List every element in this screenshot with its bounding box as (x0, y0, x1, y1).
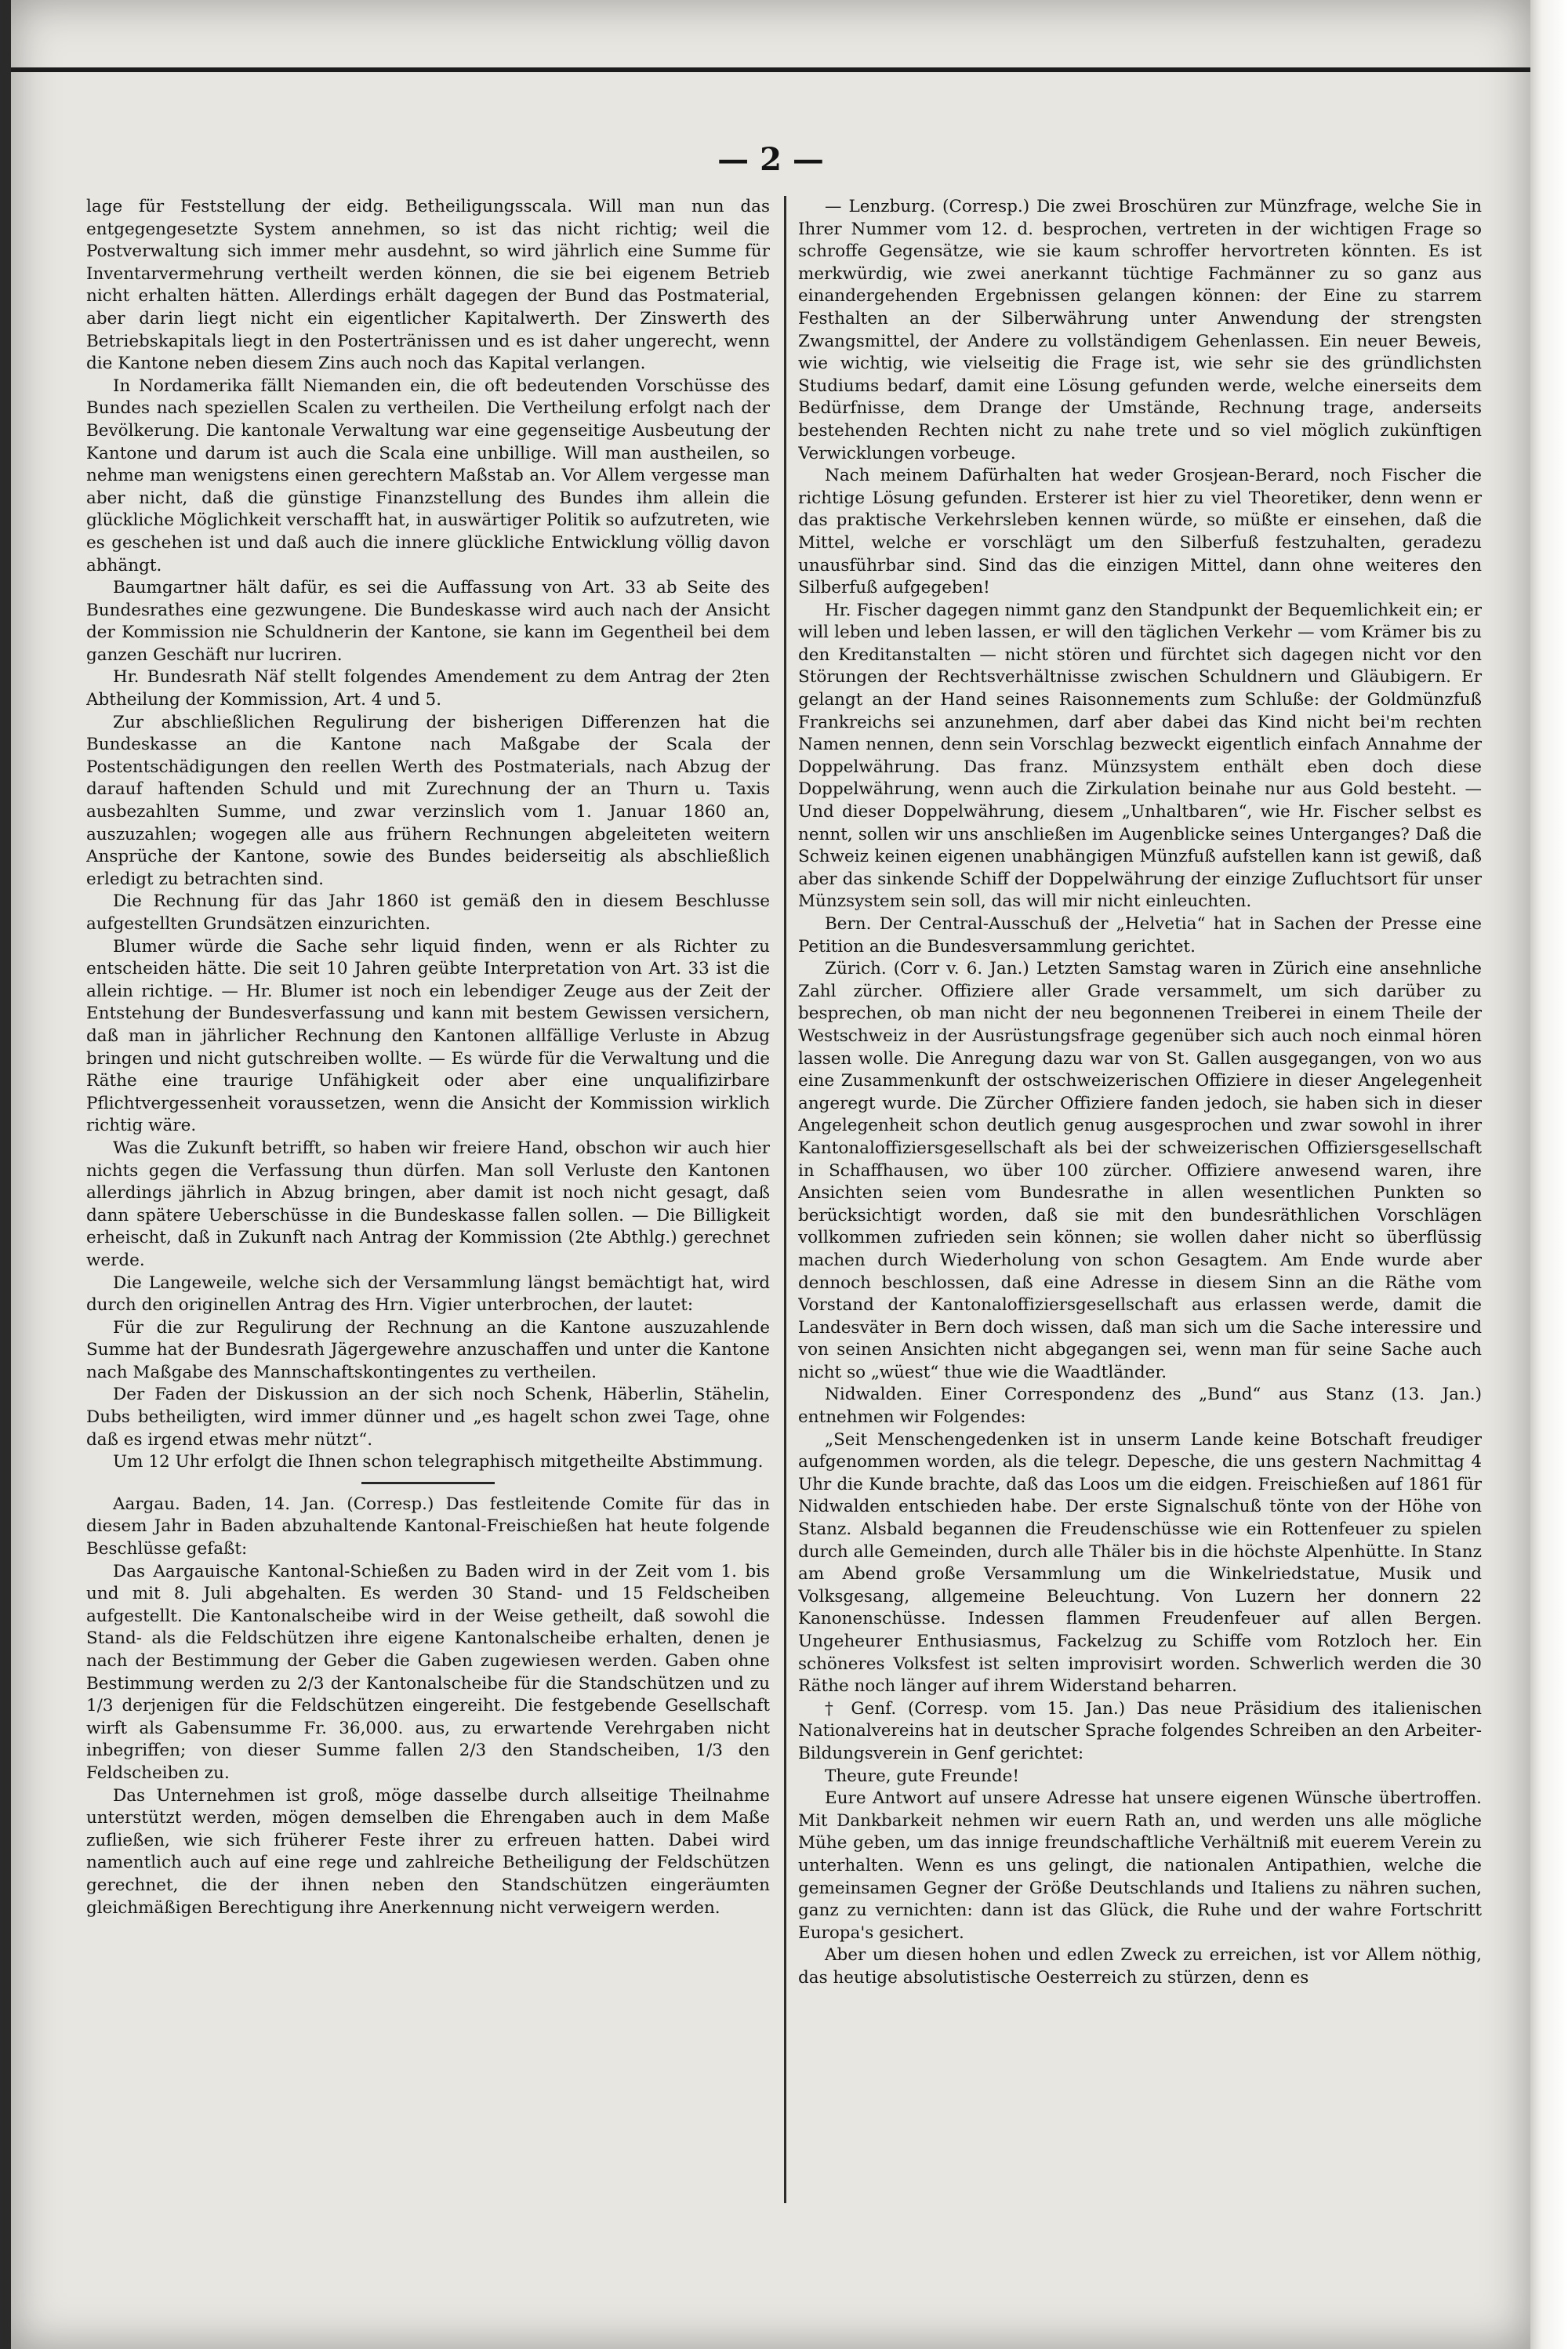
newspaper-page (11, 0, 1530, 2349)
paragraph: † Genf. (Corresp. vom 15. Jan.) Das neue Präsidium des italienischen Nationalvereins hat in deutscher Sprache folgendes Schreiben an den Arbeiter-Bildungsverein in Genf gerichtet: (798, 1698, 1482, 1763)
paragraph: Nach meinem Dafürhalten hat weder Grosjean-Berard, noch Fischer die richtige Lösung gefunden. Ersterer ist hier zu viel Theoretiker, denn wenn er das praktische Verkehrsleben kennen würde, so müßte er einsehen, daß die Mittel, welche er vorschlägt um den Silberfuß festzuhalten, geradezu unausführbar sind. Sind das die einzigen Mittel, dann ohne weiteres den Silberfuß aufgegeben! (798, 466, 1482, 598)
top-rule (11, 67, 1540, 72)
paragraph: Der Faden der Diskussion an der sich noch Schenk, Häberlin, Stähelin, Dubs betheiligten, wird immer dünner und „es hagelt schon zwei Tage, ohne daß es irgend etwas mehr nützt“. (86, 1385, 770, 1450)
paragraph: — Lenzburg. (Corresp.) Die zwei Broschüren zur Münzfrage, welche Sie in Ihrer Nummer vom 12. d. besprochen, vertreten in der wichtigen Frage so schroffe Gegensätze, wie sie kaum schroffer hervortreten könnten. Es ist merkwürdig, wie zwei anerkannt tüchtige Fachmänner zu so ganz aus einandergehenden Ergebnissen gelangen können: der Eine zu starrem Festhalten an der Silberwährung unter Anwendung der strengsten Zwangsmittel, der Andere zu vollständigem Gehenlassen. Ein neuer Beweis, wie wichtig, wie vielseitig die Frage ist, wie sehr sie des gründlichsten Studiums bedarf, damit eine Lösung gefunden werde, welche einerseits dem Bedürfnisse, dem Drange der Umstände, Rechnung trage, anderseits bestehenden Rechten nicht zu nahe trete und so viel möglich zukünftigen Verwicklungen vorbeuge. (798, 197, 1482, 463)
column-divider (784, 196, 786, 2203)
paragraph: Hr. Fischer dagegen nimmt ganz den Standpunkt der Bequemlichkeit ein; er will leben und leben lassen, er will den täglichen Verkehr — vom Krämer bis zu den Kreditanstalten — nicht stören und fürchtet sich dagegen nicht vor den Störungen der Rechtsverhältnisse zwischen Schuldnern und Gläubigern. Er gelangt an der Hand seines Raisonnements zum Schluße: der Goldmünzfuß Frankreichs sei anzunehmen, darf aber dabei das Kind nicht bei'm rechten Namen nennen, denn sein Vorschlag bezweckt eigentlich einfach Annahme der Doppelwährung. Das franz. Münzsystem enthält eben doch diese Doppelwährung, wenn auch die Zirkulation beinahe nur aus Gold besteht. — Und dieser Doppelwährung, diesem „Unhaltbaren“, wie Hr. Fischer selbst es nennt, sollen wir uns anschließen im Augenblicke seines Unterganges? Daß die Schweiz keinen eigenen unabhängigen Münzfuß aufstellen kann ist gewiß, daß aber das sinkende Schiff der Doppelwährung der einzige Zufluchtsort für unser Münzsystem sein soll, das will mir nicht einleuchten. (798, 600, 1482, 912)
paragraph: Eure Antwort auf unsere Adresse hat unsere eigenen Wünsche übertroffen. Mit Dankbarkeit nehmen wir euern Rath an, und werden uns alle mögliche Mühe geben, um das innige freundschaftliche Verhältniß mit euerem Verein zu unterhalten. Wenn es uns gelingt, die nationalen Antipathien, welche die gemeinsamen Gegner der Größe Deutschlands und Italiens zu nähren suchen, ganz zu vernichten: dann ist das Glück, die Ruhe und der wahre Fortschritt Europa's gesichert. (798, 1788, 1482, 1943)
paragraph: lage für Feststellung der eidg. Betheiligungsscala. Will man nun das entgegengesetzte System annehmen, so ist das nicht richtig; weil die Postverwaltung sich immer mehr ausdehnt, so wird jährlich eine Summe für Inventarvermehrung vertheilt werden können, die sie bei eigenem Betrieb nicht erhalten hätten. Allerdings erhält dagegen der Bund das Postmaterial, aber darin liegt nicht ein eigentlicher Kapitalwerth. Der Zinswerth des Betriebskapitals liegt in den Postertränissen und es ist daher ungerecht, wenn die Kantone neben diesem Zins auch noch das Kapital verlangen. (86, 197, 770, 374)
paragraph: Was die Zukunft betrifft, so haben wir freiere Hand, obschon wir auch hier nichts gegen die Verfassung thun dürfen. Man soll Verluste den Kantonen allerdings jährlich in Abzug bringen, aber damit ist noch nicht gesagt, daß dann spätere Ueberschüsse in die Bundeskasse fallen sollen. — Die Billigkeit erheischt, daß in Zukunft nach Antrag der Kommission (2te Abthlg.) gerechnet werde. (86, 1138, 770, 1270)
paragraph: Baumgartner hält dafür, es sei die Auffassung von Art. 33 ab Seite des Bundesrathes eine gezwungene. Die Bundeskasse wird auch nach der Ansicht der Kommission nie Schuldnerin der Kantone, sie kann im Gegentheil bei dem ganzen Geschäft nur lucriren. (86, 578, 770, 665)
paragraph: Für die zur Regulirung der Rechnung an die Kantone auszuzahlende Summe hat der Bundesrath Jägergewehre anzuschaffen und unter die Kantone nach Maßgabe des Mannschaftskontingentes zu vertheilen. (86, 1317, 770, 1382)
paragraph: Bern. Der Central-Ausschuß der „Helvetia“ hat in Sachen der Presse eine Petition an die Bundesversammlung gerichtet. (798, 914, 1482, 957)
paragraph: Um 12 Uhr erfolgt die Ihnen schon telegraphisch mitgetheilte Abstimmung. (113, 1452, 764, 1472)
section-divider (361, 1482, 495, 1484)
paragraph: In Nordamerika fällt Niemanden ein, die oft bedeutenden Vorschüsse des Bundes nach speziellen Scalen zu vertheilen. Die Vertheilung erfolgt nach der Bevölkerung. Die kantonale Verwaltung war eine gegenseitige Ausbeutung der Kantone und darum ist auch die Scala eine unbillige. Will man austheilen, so nehme man wenigstens einen gerechtern Maßstab an. Vor Allem vergesse man aber nicht, daß die günstige Finanzstellung des Bundes ihm allein die glückliche Möglichkeit verschafft hat, in auswärtiger Politik so aufzutreten, wie es geschehen ist und daß auch die innere glückliche Entwicklung völlig davon abhängt. (86, 376, 770, 575)
page-number: — 2 — (717, 141, 824, 178)
paragraph: Blumer würde die Sache sehr liquid finden, wenn er als Richter zu entscheiden hätte. Die seit 10 Jahren geübte Interpretation von Art. 33 ist die allein richtige. — Hr. Blumer ist noch ein lebendiger Zeuge aus der Zeit der Entstehung der Bundesverfassung und kann mit bestem Gewissen versichern, daß man in jährlicher Rechnung den Kantonen allfällige Verluste in Abzug bringen und nicht gutschreiben wollte. — Es würde für die Verwaltung und die Räthe eine traurige Unfähigkeit oder aber eine unqualifizirbare Pflichtvergessenheit voraussetzen, wenn die Ansicht der Kommission wirklich richtig wäre. (86, 936, 770, 1136)
paragraph: Hr. Bundesrath Näf stellt folgendes Amendement zu dem Antrag der 2ten Abtheilung der Kommission, Art. 4 und 5. (86, 667, 770, 710)
paragraph: Nidwalden. Einer Correspondenz des „Bund“ aus Stanz (13. Jan.) entnehmen wir Folgendes: (798, 1385, 1482, 1428)
paragraph: Zur abschließlichen Regulirung der bisherigen Differenzen hat die Bundeskasse an die Kantone nach Maßgabe der Scala der Postentschädigungen den reellen Werth des Postmaterials, nach Abzug der darauf haftenden Schuld und mit Zurechnung der an Thurn u. Taxis ausbezahlten Summe, und zwar verzinslich vom 1. Januar 1860 an, auszuzahlen; wogegen alle aus frühern Rechnungen abgeleiteten weitern Ansprüche der Kantone, sowie des Bundes beiderseitig als abschließlich erledigt zu betrachten sind. (86, 712, 770, 889)
paragraph: Das Aargauische Kantonal-Schießen zu Baden wird in der Zeit vom 1. bis und mit 8. Juli abgehalten. Es werden 30 Stand- und 15 Feldscheiben aufgestellt. Die Kantonalscheibe wird in der Weise getheilt, daß sowohl die Stand- als die Feldschützen ihre eigene Kantonalscheibe erhalten, denen je nach der Bestimmung der Geber die Gaben zugewiesen werden. Gaben ohne Bestimmung werden zu 2/3 der Kantonalscheibe für die Standschützen und zu 1/3 derjenigen für die Feldschützen eingereiht. Die festgebende Gesellschaft wirft als Gabensumme Fr. 36,000. aus, zu erwartende Verehrgaben nicht inbegriffen; von dieser Summe fallen 2/3 den Standscheiben, 1/3 den Feldscheiben zu. (86, 1561, 770, 1783)
paragraph: Aargau. Baden, 14. Jan. (Corresp.) Das festleitende Comite für das in diesem Jahr in Baden abzuhaltende Kantonal-Freischießen hat heute folgende Beschlüsse gefaßt: (86, 1494, 770, 1559)
left-column (86, 196, 770, 2266)
paragraph: Die Langeweile, welche sich der Versammlung längst bemächtigt hat, wird durch den originellen Antrag des Hrn. Vigier unterbrochen, der lautet: (86, 1273, 770, 1316)
paragraph: Das Unternehmen ist groß, möge dasselbe durch allseitige Theilnahme unterstützt werden, mögen demselben die Ehrengaben auch in dem Maße zufließen, wie sich früherer Feste ihrer zu erfreuen hatten. Dabei wird namentlich auch auf eine rege und zahlreiche Betheiligung der Feldschützen gerechnet, die der ihnen neben den Standschützen eingeräumten gleichmäßigen Berechtigung ihre Anerkennung nicht verweigern werden. (86, 1785, 770, 1918)
page-edge (1530, 0, 1568, 2349)
letter-salutation: Theure, gute Freunde! (825, 1766, 1019, 1786)
right-column (798, 196, 1482, 2266)
paragraph: „Seit Menschengedenken ist in unserm Lande keine Botschaft freudiger aufgenommen worden, als die telegr. Depesche, die uns gestern Nachmittag 4 Uhr die Kunde brachte, daß das Loos um die eidgen. Freischießen auf 1861 für Nidwalden entschieden habe. Der erste Signalschuß tönte von der Höhe von Stanz. Alsbald begannen die Freudenschüsse wie ein Rottenfeuer zu spielen durch alle Gemeinden, durch alle Thäler bis in die höchste Alpenhütte. In Stanz am Abend große Versammlung um die Winkelriedstatue, Musik und Volksgesang, allgemeine Beleuchtung. Von Luzern her donnern 22 Kanonenschüsse. Indessen flammen Freudenfeuer auf allen Bergen. Ungeheurer Enthusiasmus, Fackelzug zu Schiffe vom Rotzloch her. Ein schöneres Volksfest ist selten improvisirt worden. Schwerlich werden die 30 Räthe noch länger auf ihrem Widerstand beharren. (798, 1429, 1482, 1697)
paragraph: Zürich. (Corr v. 6. Jan.) Letzten Samstag waren in Zürich eine ansehnliche Zahl zürcher. Offiziere aller Grade versammelt, um sich darüber zu besprechen, ob man nicht der neu begonnenen Treiberei in einem Theile der Westschweiz in der Ausrüstungsfrage gegenüber sich auch noch einmal hören lassen wolle. Die Anregung dazu war von St. Gallen ausgegangen, von wo aus eine Zusammenkunft der ostschweizerischen Offiziere in dieser Angelegenheit angeregt wurde. Die Zürcher Offiziere fanden jedoch, sie haben sich in dieser Angelegenheit schon deutlich genug ausgesprochen und zwar sowohl in ihrer Kantonaloffiziersgesellschaft als bei der schweizerischen Offiziersgesellschaft in Schaffhausen, wo über 100 zürcher. Offiziere anwesend waren, ihre Ansichten seien vom Bundesrathe in allen wesentlichen Punkten so berücksichtigt worden, daß sie mit den bundesräthlichen Vorschlägen vollkommen zufrieden sein können; sie wollen daher nicht so überflüssig machen durch Wiederholung von schon Gesagtem. Am Ende wurde aber dennoch beschlossen, daß eine Adresse in diesem Sinn an die Räthe vom Vorstand der Kantonaloffiziersgesellschaft aus erlassen werde, damit die Landesväter in Bern doch wissen, daß man sich um die Sache interessire und von seinen Ansichten nicht abgegangen sei, wenn man für seine Sache auch nicht so „wüest“ thue wie die Waadtländer. (798, 959, 1482, 1382)
paragraph: Die Rechnung für das Jahr 1860 ist gemäß den in diesem Beschlusse aufgestellten Grundsätzen einzurichten. (86, 891, 770, 934)
paragraph: Aber um diesen hohen und edlen Zweck zu erreichen, ist vor Allem nöthig, das heutige absolutistische Oesterreich zu stürzen, denn es (798, 1945, 1482, 1988)
